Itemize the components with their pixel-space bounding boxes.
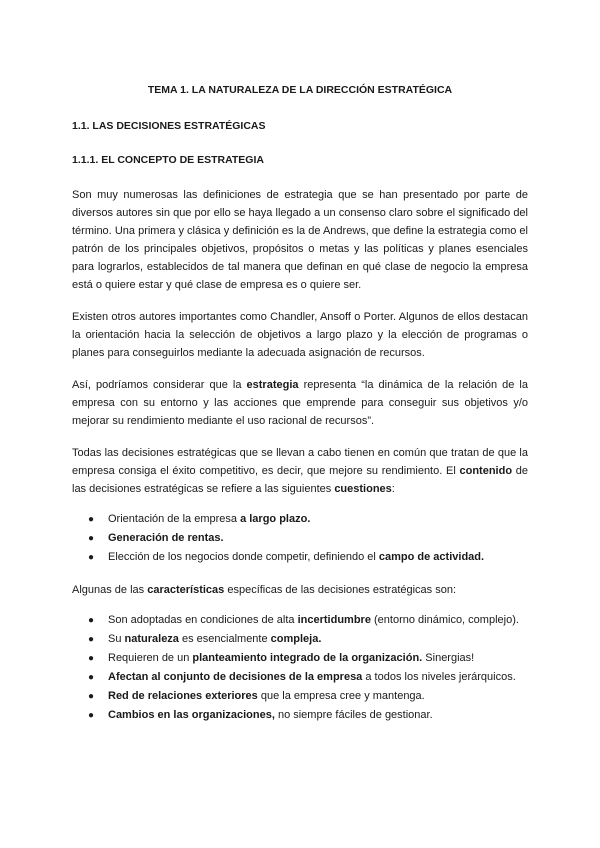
paragraph-characteristics: Algunas de las características específicas de las decisiones estratégicas son: bbox=[72, 584, 457, 596]
content-list bbox=[72, 510, 528, 567]
bullet-icon: ● bbox=[88, 533, 95, 544]
term-caracteristicas: características bbox=[147, 584, 225, 596]
list-item: ● Son adoptadas en condiciones de alta incertidumbre (entorno dinámico, complejo). bbox=[72, 611, 528, 630]
paragraph-authors: Existen otros autores importantes como Chandler, Ansoff o Porter. Algunos de ellos destacan la orientación hacia la selección de objetivos a largo plazo y la elección de programas o planes para conseguirlos mediante la adecuada asignación de recursos. bbox=[72, 311, 528, 359]
list-item: ● Orientación de la empresa a largo plazo. bbox=[72, 510, 528, 529]
section-heading: 1.1. LAS DECISIONES ESTRATÉGICAS bbox=[72, 120, 266, 132]
bullet-icon: ● bbox=[88, 691, 95, 702]
bullet-icon: ● bbox=[88, 672, 95, 683]
term-contenido: contenido bbox=[459, 465, 513, 477]
page-title: TEMA 1. LA NATURALEZA DE LA DIRECCIÓN ESTRATÉGICA bbox=[147, 84, 453, 96]
bullet-icon: ● bbox=[88, 710, 95, 721]
characteristics-list bbox=[72, 611, 528, 725]
paragraph-strategy: Así, podríamos considerar que la estrategia representa “la dinámica de la relación de la empresa con su entorno y las acciones que emprende para conseguir sus objetivos y/o mejorar su rendimiento mediante el uso racional de recursos”. bbox=[72, 379, 528, 427]
list-item: ● Requieren de un planteamiento integrado de la organización. Sinergias! bbox=[72, 649, 528, 668]
list-item: ● Su naturaleza es esencialmente compleja. bbox=[72, 630, 528, 649]
paragraph-content: Todas las decisiones estratégicas que se llevan a cabo tienen en común que tratan de que la empresa consiga el éxito competitivo, es decir, que mejore su rendimiento. El contenido de las decisiones estratégicas se refiere a las siguientes cuestiones: bbox=[72, 447, 528, 495]
document-page bbox=[72, 78, 528, 725]
term-estrategia: estrategia bbox=[246, 379, 299, 391]
bullet-icon: ● bbox=[88, 552, 95, 563]
bullet-icon: ● bbox=[88, 634, 95, 645]
list-item: ● Elección de los negocios donde competir, definiendo el campo de actividad. bbox=[72, 548, 528, 567]
paragraph-definitions: Son muy numerosas las definiciones de estrategia que se han presentado por parte de diversos autores sin que por ello se haya llegado a un consenso claro sobre el significado del término. Una primera y clásica y definición es la de Andrews, que define la estrategia como el patrón de los principales objetivos, propósitos o metas y las políticas y planes esenciales para lograrlos, establecidos de tal manera que definan en qué clase de negocio la empresa está o quiere estar y qué clase de empresa es o quiere ser. bbox=[72, 189, 528, 291]
subsection-heading: 1.1.1. EL CONCEPTO DE ESTRATEGIA bbox=[72, 154, 264, 166]
term-cuestiones: cuestiones bbox=[334, 483, 392, 495]
bullet-icon: ● bbox=[88, 514, 95, 525]
bullet-icon: ● bbox=[88, 653, 95, 664]
list-item: ● Afectan al conjunto de decisiones de la empresa a todos los niveles jerárquicos. bbox=[72, 668, 528, 687]
list-item: ● Cambios en las organizaciones, no siempre fáciles de gestionar. bbox=[72, 706, 528, 725]
list-item: ● Red de relaciones exteriores que la empresa cree y mantenga. bbox=[72, 687, 528, 706]
list-item: ● Generación de rentas. bbox=[72, 529, 528, 548]
bullet-icon: ● bbox=[88, 615, 95, 626]
